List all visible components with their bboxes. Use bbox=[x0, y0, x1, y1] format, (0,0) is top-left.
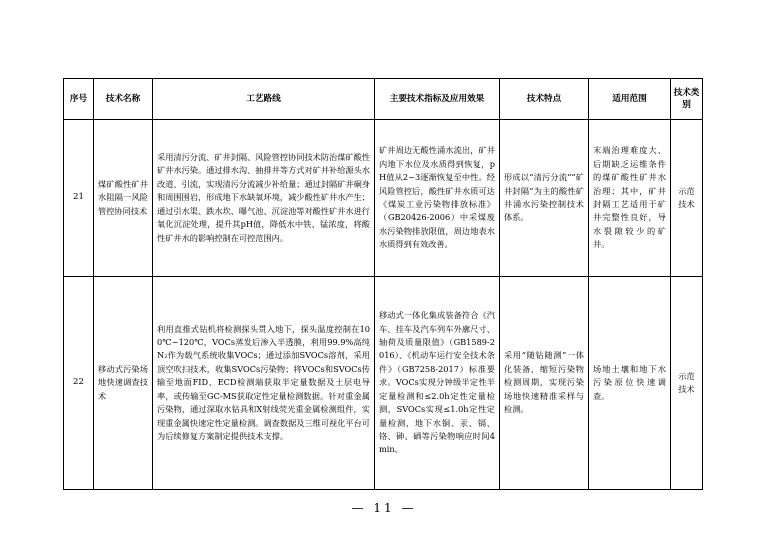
technology-feature: 采用“随钻随测”一体化装备，缩短污染物检测周期，实现污染场地快速精准采样与检测。 bbox=[500, 277, 589, 490]
table-row bbox=[64, 120, 703, 277]
page-number: — 11 — bbox=[351, 501, 417, 515]
table-row bbox=[64, 277, 703, 490]
header-scope: 适用范围 bbox=[589, 79, 671, 120]
application-scope: 末端治理难度大、后期缺乏运维条件的煤矿酸性矿井水治理；其中，矿井封隔工艺适用于矿井完整性良好，导水裂隙较少的矿井。 bbox=[589, 120, 671, 277]
indicators-effect: 移动式一体化集成装备符合《汽车、挂车及汽车列车外廓尺寸、轴荷及质量限值》（GB1589-2016）、《机动车运行安全技术条件》（GB7258-2017）标准要求。VOCs实现分钟级半定性半定量检测和≤2.0h定性定量检测，SVOCs实现≤1.0h定性定量检测，地下水铜、汞、镉、铬、砷、硒等污染物响应时间4min。 bbox=[375, 277, 500, 490]
header-route: 工艺路线 bbox=[153, 79, 375, 120]
table-header-row bbox=[64, 79, 703, 120]
header-no: 序号 bbox=[64, 79, 94, 120]
technology-category: 示范技术 bbox=[671, 277, 703, 490]
technology-feature: 形成以“清污分流”“矿井封隔”为主的酸性矿井涌水污染控制技术体系。 bbox=[500, 120, 589, 277]
technology-table bbox=[63, 78, 703, 490]
technology-name: 移动式污染场地快速调查技术 bbox=[94, 277, 153, 490]
header-effect: 主要技术指标及应用效果 bbox=[375, 79, 500, 120]
header-feature: 技术特点 bbox=[500, 79, 589, 120]
process-route: 采用清污分流、矿井封隔、风险管控协同技术防治煤矿酸性矿井水污染。通过排水沟、抽排井等方式对矿井补给源头水改道、引流，实现清污分流减少补给量；通过封隔矿井硐身和周围围岩，形成地下水缺氧环境，减少酸性矿井水产生；通过引水渠、跌水坎、曝气池、沉淀池等对酸性矿井水进行氧化沉淀处理，提升其pH值，降低水中铁、锰浓度，将酸性矿井水的影响控制在可控范围内。 bbox=[153, 120, 375, 277]
row-number: 21 bbox=[64, 120, 94, 277]
process-route: 利用直推式钻机将检测探头贯入地下，探头温度控制在100℃~120℃，VOCs蒸发后渗入半透膜，利用99.9%高纯N₂作为载气系统收集VOCs；通过添加SVOCs溶剂，采用顶空吹扫技术，收集SVOCs污染物；将VOCs和SVOCs传输至地面FID、ECD检测端获取半定量数据及土层电导率，或传输至GC-MS获取定性定量检测数据。针对重金属污染物，通过深取水钻具和X射线荧光重金属检测组件，实现重金属快速定性定量检测。调查数据及三维可视化平台可为后续修复方案制定提供技术支撑。 bbox=[153, 277, 375, 490]
header-category: 技术类别 bbox=[671, 79, 703, 120]
header-name: 技术名称 bbox=[94, 79, 153, 120]
technology-category: 示范技术 bbox=[671, 120, 703, 277]
technology-name: 煤矿酸性矿井水阻隔一风险管控协同技术 bbox=[94, 120, 153, 277]
application-scope: 场地土壤和地下水污染原位快速调查。 bbox=[589, 277, 671, 490]
row-number: 22 bbox=[64, 277, 94, 490]
indicators-effect: 矿井周边无酸性涌水流出，矿井内地下水位及水质得到恢复，pH值从2~3逐渐恢复至中性。经风险管控后，酸性矿井水质可达《煤炭工业污染物排放标准》（GB20426-2006）中采煤废水污染物排放限值，周边地表水水质得到有效改善。 bbox=[375, 120, 500, 277]
